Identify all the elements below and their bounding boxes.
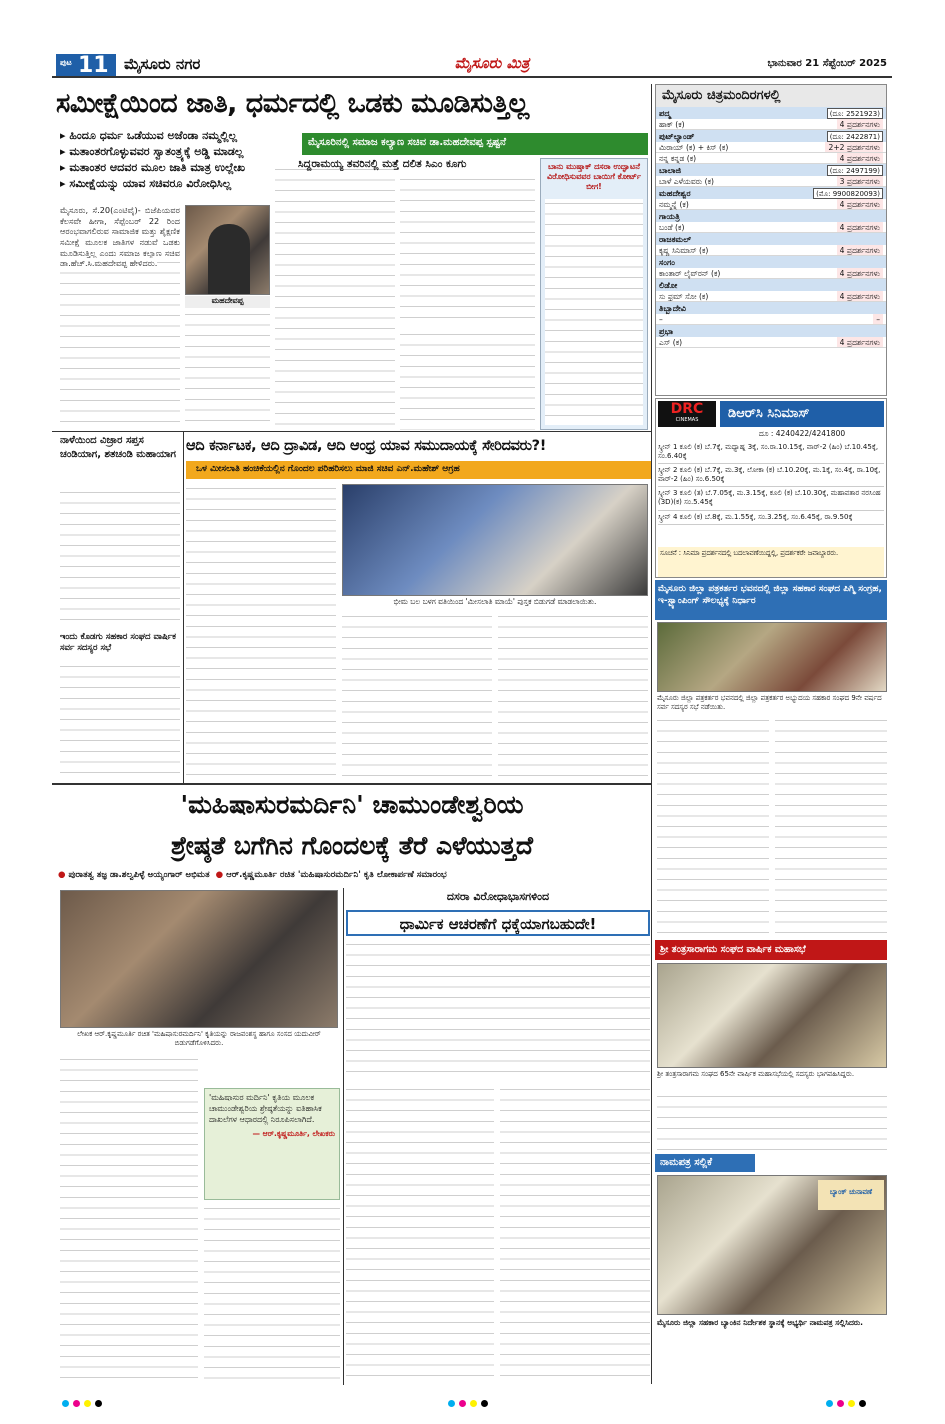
show-count: –: [873, 314, 883, 324]
adi-column-2: [342, 612, 492, 780]
divider-line: [651, 84, 652, 1384]
dasara-body-wide: [346, 940, 650, 1080]
drc-row: ಸ್ಕ್ರೀನ್ 3 ಕೂಲಿ (ತ) ಬೆ.7.05ಕ್ಕೆ, ಮ.3.15ಕ್ಕೆ, ಕೂಲಿ (ಕ) ಬೆ.10.30ಕ್ಕೆ, ಮಹಾವತಾರ ನರಸಿಂಹ (3D)(ಕ) ಸಂ.5.45ಕ್ಕೆ: [658, 487, 884, 510]
theatre-name: ಬಾಲಾಜಿ (ದೂ: 2497199): [656, 164, 886, 176]
lead-bullet: ▸ ಮತಾಂತರಗೊಳ್ಳುವವರ ಸ್ವಾತಂತ್ರ್ಯಕ್ಕೆ ಅಡ್ಡಿ ಮಾಡಲ್ಲ: [60, 144, 244, 158]
banu-sidebar-body: [545, 199, 643, 425]
journalists-caption: ಮೈಸೂರು ಜಿಲ್ಲಾ ಪತ್ರಕರ್ತರ ಭವನದಲ್ಲಿ ಜಿಲ್ಲಾ ಪತ್ರಕರ್ತರ ಅಭ್ಯುದಯ ಸಹಕಾರ ಸಂಘದ 9ನೇ ವರ್ಷದ ಸರ್ವ ಸದಸ್ಯರ ಸಭೆ ನಡೆಯಿತು.: [657, 694, 882, 712]
color-dot-icon: [481, 1400, 488, 1407]
color-dot-icon: [826, 1400, 833, 1407]
theatre-film-row: [656, 314, 886, 325]
drc-schedule: [658, 441, 884, 525]
theatre-phone: (ದೂ: 2422871): [827, 131, 883, 142]
color-dot-icon: [448, 1400, 455, 1407]
theatre-film-row: [656, 245, 886, 256]
drc-row: ಸ್ಕ್ರೀನ್ 4 ಕೂಲಿ (ಕ) ಬೆ.8ಕ್ಕೆ, ಮ.1.55ಕ್ಕೆ, ಸಂ.3.25ಕ್ಕೆ, ಸಂ.6.45ಕ್ಕೆ, ರಾ.9.50ಕ್ಕೆ: [658, 511, 884, 525]
theatre-name: ಸಂಗಂ: [656, 256, 886, 268]
page-number-box: [56, 54, 116, 76]
dasara-col-2: [500, 1085, 650, 1385]
mahishasura-bullet-a: ಪುರಾತತ್ವ ತಜ್ಞ ಡಾ.ಶಲ್ವಪಿಳ್ಳೆ ಅಯ್ಯಂಗಾರ್ ಅಭಿಮತ: [68, 870, 210, 880]
show-count: 4 ಪ್ರದರ್ಶನಗಳು: [837, 245, 883, 255]
show-count: 4 ಪ್ರದರ್ಶನಗಳು: [837, 268, 883, 278]
tantra-caption: ಶ್ರೀ ತಂತ್ರಸಾರಾಗಮ ಸಂಘದ 65ನೇ ವಾರ್ಷಿಕ ಮಹಾಸಭೆಯಲ್ಲಿ ಸದಸ್ಯರು ಭಾಗವಹಿಸಿದ್ದರು.: [657, 1070, 855, 1078]
film-title: ಎಸ್ (ಕ): [659, 338, 683, 347]
mahishasura-photo: [60, 890, 338, 1028]
bullet-icon: ●: [215, 870, 224, 880]
adi-column-3: [498, 612, 648, 780]
show-count: 4 ಪ್ರದರ್ಶನಗಳು: [837, 199, 883, 209]
theatre-name: ಮಹದೇಶ್ವರ (ಮೊ: 9900820093): [656, 187, 886, 199]
journalists-col-2: [775, 716, 887, 936]
show-count: 4 ಪ್ರದರ್ಶನಗಳು: [837, 291, 883, 301]
theatre-film-row: [656, 176, 886, 187]
show-count: 2+2 ಪ್ರದರ್ಶನಗಳು: [825, 142, 883, 152]
theatre-listing: [655, 84, 887, 396]
mahishasura-headline-1: 'ಮಹಿಷಾಸುರಮರ್ದಿನಿ' ಚಾಮುಂಡೇಶ್ವರಿಯ: [180, 790, 524, 819]
brief-2-body: [60, 662, 180, 780]
namapatra-photo: [657, 1175, 887, 1315]
theatre-name: ತಿಬ್ಬಾದೇವಿ: [656, 302, 886, 314]
issue-date: ಭಾನುವಾರ 21 ಸೆಪ್ಟೆಂಬರ್ 2025: [767, 58, 887, 69]
page-number: 11: [78, 54, 109, 76]
tantra-headline: ಶ್ರೀ ತಂತ್ರಸಾರಾಗಮ ಸಂಘದ ವಾರ್ಷಿಕ ಮಹಾಸಭೆ: [655, 940, 887, 960]
theatre-film-row: [656, 199, 886, 210]
mahishasura-quote-author: — ಆರ್.ಕೃಷ್ಣಮೂರ್ತಿ, ಲೇಖಕರು: [252, 1129, 335, 1139]
color-dot-icon: [84, 1400, 91, 1407]
theatre-film-row: [656, 291, 886, 302]
film-title: ಬಂಡೆ (ಕ): [659, 223, 685, 232]
drc-logo: DRC CINEMAS: [658, 401, 716, 427]
theatre-film-row: [656, 153, 886, 164]
film-title: ಕೃಷ್ಣ ಸಿನಿಮಾಸ್ (ಕ): [659, 246, 709, 255]
drc-row: ಸ್ಕ್ರೀನ್ 1 ಕೂಲಿ (ಕ) ಬೆ.7ಕ್ಕೆ, ಮಧ್ಯಾಹ್ನ 3ಕ್ಕೆ, ಸಂ.ರಾ.10.15ಕ್ಕೆ, ವಾರ್-2 (ಹಿಂ) ಬೆ.10.45ಕ್ಕೆ, ಸಂ.6.40ಕ್ಕೆ: [658, 441, 884, 464]
tantra-body: [657, 1092, 887, 1152]
lead-headline: ಸಮೀಕ್ಷೆಯಿಂದ ಜಾತಿ, ಧರ್ಮದಲ್ಲಿ ಒಡಕು ಮೂಡಿಸುತ್ತಿಲ್ಲ: [56, 88, 529, 119]
person-silhouette-icon: [208, 224, 250, 295]
journalists-photo: [657, 622, 887, 692]
bullet-icon: ●: [58, 870, 66, 880]
page-label: ಪುಟ: [60, 58, 72, 67]
adi-photo: [342, 484, 648, 596]
theatre-film-row: [656, 142, 886, 153]
namapatra-headline: ನಾಮಪತ್ರ ಸಲ್ಲಿಕೆ: [655, 1154, 755, 1172]
banu-sidebar-title: ಬಾನು ಮುಷ್ತಾಕ್ ದಸರಾ ಉದ್ಘಾಟನೆ ವಿರೋಧಿಸುವವರ ಬಾಯಿಗೆ ಕೋರ್ಟ್ ಬೀಗ!: [547, 162, 641, 191]
tantra-photo: [657, 963, 887, 1068]
lead-photo: [185, 205, 270, 295]
show-count: 4 ಪ್ರದರ್ಶನಗಳು: [837, 337, 883, 347]
lead-photo-caption: ಮಹದೇವಪ್ಪ: [185, 296, 270, 308]
film-title: ನನ್ನ ಕನ್ನಡ (ಕ): [659, 154, 697, 163]
show-count: 4 ಪ್ರದರ್ಶನಗಳು: [837, 153, 883, 163]
election-poster: ಬ್ಯಾಂಕ್ ಚುನಾವಣೆ: [818, 1180, 884, 1210]
lead-subhead: ಮೈಸೂರಿನಲ್ಲಿ ಸಮಾಜ ಕಲ್ಯಾಣ ಸಚಿವ ಡಾ.ಮಹದೇವಪ್ಪ ಸ್ಪಷ್ಟನೆ: [302, 133, 648, 155]
mahishasura-quote-box: [204, 1088, 340, 1200]
mahishasura-col-1: [60, 1055, 198, 1385]
brief-2-title: ಇಂದು ಕೊಡಗು ಸಹಕಾರ ಸಂಘದ ವಾರ್ಷಿಕ ಸರ್ವ ಸದಸ್ಯರ ಸಭೆ: [60, 632, 176, 654]
lead-column-2: [185, 310, 270, 430]
film-title: ಕಾಂತಾರ್ ಲೈವ್‌ರನ್ (ಕ): [659, 269, 721, 278]
film-title: ಸು ಫ್ರಮ್ ಸೋ (ಕ): [659, 292, 709, 301]
brief-1-title: ನಾಳೆಯಿಂದ ವಿಜ್ರಾರ ಸಪ್ತಸ ಚಂಡಿಯಾಗ, ಶತಚಂಡಿ ಮಹಾಯಾಗ: [60, 435, 176, 460]
journalists-headline: ಮೈಸೂರು ಜಿಲ್ಲಾ ಪತ್ರಕರ್ತರ ಭವನದಲ್ಲಿ ಜಿಲ್ಲಾ ಸಹಕಾರ ಸಂಘದ ಪಿಗ್ಮಿ ಸಂಗ್ರಹ, ಇ-ಸ್ಟ್ಯಾಂಪಿಂಗ್ ಸೌಲಭ್ಯಕ್ಕೆ ನಿರ್ಧಾರ: [655, 580, 887, 620]
mahishasura-bullets: [58, 870, 654, 886]
theatre-title: ಮೈಸೂರು ಚಿತ್ರಮಂದಿರಗಳಲ್ಲಿ: [656, 85, 886, 107]
theatre-film-row: [656, 222, 886, 233]
brief-1-body: [60, 488, 180, 628]
masthead: ಮೈಸೂರು ಮಿತ್ರ: [454, 54, 530, 72]
mahishasura-col-2: [204, 1204, 340, 1385]
theatre-name: ರಾಜಕಮಲ್: [656, 233, 886, 245]
dasara-kicker: ದಸರಾ ವಿರೋಧಾಭಾಸಗಳಿಂದ: [446, 890, 550, 903]
lead-column-1: [60, 205, 180, 430]
drc-phone: ದೂ : 4240422/4241800: [758, 429, 846, 438]
cm-kicker: ಸಿದ್ದರಾಮಯ್ಯ ತವರಿನಲ್ಲಿ ಮತ್ತೆ ದಲಿತ ಸಿಎಂ ಕೂಗು: [298, 158, 467, 170]
lead-bullet: ▸ ಮತಾಂತರ ಆದವರ ಮೂಲ ಜಾತಿ ಮಾತ್ರ ಉಲ್ಲೇಖ: [60, 160, 246, 174]
show-count: 4 ಪ್ರದರ್ಶನಗಳು: [837, 222, 883, 232]
adi-column-1: [186, 484, 336, 780]
show-count: 4 ಪ್ರದರ್ಶನಗಳು: [837, 119, 883, 129]
registration-dots-right: [826, 1400, 886, 1410]
theatre-name: ಪದ್ಮ (ದೂ: 2521923): [656, 107, 886, 119]
adi-headline: ಆದಿ ಕರ್ನಾಟಕ, ಆದಿ ದ್ರಾವಿಡ, ಆದಿ ಆಂಧ್ರ ಯಾವ ಸಮುದಾಯಕ್ಕೆ ಸೇರಿದವರು?!: [186, 438, 547, 454]
theatre-phone: (ದೂ: 2497199): [827, 165, 883, 176]
section-name: ಮೈಸೂರು ನಗರ: [124, 55, 201, 73]
cm-column-1: [400, 175, 535, 325]
dasara-headline: ಧಾರ್ಮಿಕ ಆಚರಣೆಗೆ ಧಕ್ಕೆಯಾಗಬಹುದೇ!: [346, 910, 650, 936]
adi-photo-caption: ಭೀಮ ಬಲ ಬಳಗ ವತಿಯಿಂದ 'ಮೀಸಲಾತಿ ಮಾಯೆ' ಪುಸ್ತಕ ಬಿಡುಗಡೆ ಮಾಡಲಾಯಿತು.: [393, 597, 597, 606]
registration-dots-left: [62, 1400, 122, 1410]
theatre-phone: (ಮೊ: 9900820093): [813, 188, 883, 199]
color-dot-icon: [73, 1400, 80, 1407]
color-dot-icon: [859, 1400, 866, 1407]
lead-column-3: [275, 165, 395, 430]
theatre-film-row: [656, 337, 886, 348]
mahishasura-quote: 'ಮಹಿಷಾಸುರ ಮರ್ದಿನಿ' ಕೃತಿಯ ಮೂಲಕ ಚಾಮುಂಡೇಶ್ವರಿಯ ಶ್ರೇಷ್ಠತೆಯನ್ನು ಐತಿಹಾಸಿಕ ದಾಖಲೆಗಳ ಆಧಾರದಲ್ಲಿ ನಿರೂಪಿಸಲಾಗಿದೆ.: [209, 1093, 322, 1124]
divider-line: [343, 888, 344, 1385]
divider-line: [52, 431, 651, 432]
drc-row: ಸ್ಕ್ರೀನ್ 2 ಕೂಲಿ (ಕ) ಬೆ.7ಕ್ಕೆ, ಮ.3ಕ್ಕೆ, ಲೋಕಾ (ಕ) ಬೆ.10.20ಕ್ಕೆ, ಮ.1ಕ್ಕೆ, ಸಂ.4ಕ್ಕೆ, ರಾ.10ಕ್ಕೆ, ವಾರ್-2 (ಹಿಂ) ಸಂ.6.50ಕ್ಕೆ: [658, 464, 884, 487]
adi-subhead: ಒಳ ಮೀಸಲಾತಿ ಹಂಚಿಕೆಯಲ್ಲಿನ ಗೊಂದಲ ಪರಿಹರಿಸಲು ಮಾಜಿ ಸಚಿವ ಎನ್.ಮಹೇಶ್ ಆಗ್ರಹ: [186, 461, 651, 479]
color-dot-icon: [459, 1400, 466, 1407]
film-title: –: [659, 315, 663, 324]
divider-line: [52, 783, 651, 785]
color-dot-icon: [848, 1400, 855, 1407]
lead-bullet: ▸ ಹಿಂದೂ ಧರ್ಮ ಒಡೆಯುವ ಅಜೆಂಡಾ ನಮ್ಮಲ್ಲಿಲ್ಲ: [60, 129, 237, 142]
theatre-name: ಪ್ರಭಾ: [656, 325, 886, 337]
theatre-phone: (ದೂ: 2521923): [827, 108, 883, 119]
journalists-col-1: [657, 716, 769, 936]
drc-title: ಡಿಆರ್‌ಸಿ ಸಿನಿಮಾಸ್: [720, 401, 884, 427]
drc-note: ಸೂಚನೆ : ಸಿನಿಮಾ ಪ್ರದರ್ಶನದಲ್ಲಿ ಬದಲಾವಣೆಯಿದ್ದಲ್ಲಿ, ಪ್ರದರ್ಶಕರೇ ಜವಾಬ್ದಾರರು.: [658, 547, 884, 577]
mahishasura-col-3: [346, 1085, 494, 1385]
color-dot-icon: [62, 1400, 69, 1407]
theatre-name: ಪುಟ್‌ಲ್ಯಾಂಡ್ (ದೂ: 2422871): [656, 130, 886, 142]
theatre-table: [656, 107, 886, 348]
drc-box: [655, 398, 887, 578]
film-title: ನಮ್ಮನ್ನೆ (ಕ): [659, 200, 689, 209]
namapatra-caption: ಮೈಸೂರು ಜಿಲ್ಲಾ ಸಹಕಾರ ಬ್ಯಾಂಕಿನ ನಿರ್ದೇಶಕ ಸ್ಥಾನಕ್ಕೆ ಅಭ್ಯರ್ಥಿ ನಾಮಪತ್ರ ಸಲ್ಲಿಸಿದರು.: [657, 1318, 863, 1327]
color-dot-icon: [470, 1400, 477, 1407]
banu-sidebar: [540, 158, 648, 430]
cm-column-2: [400, 330, 535, 430]
theatre-film-row: [656, 268, 886, 279]
show-count: 3 ಪ್ರದರ್ಶನಗಳು: [837, 176, 883, 186]
theatre-film-row: [656, 119, 886, 130]
mahishasura-bullet-b: ಆರ್.ಕೃಷ್ಣಮೂರ್ತಿ ರಚಿತ 'ಮಹಿಷಾಸುರಮರ್ದಿನಿ' ಕೃತಿ ಲೋಕಾರ್ಪಣೆ ಸಮಾರಂಭ: [226, 870, 447, 880]
mahishasura-headline-2: ಶ್ರೇಷ್ಠತೆ ಬಗೆಗಿನ ಗೊಂದಲಕ್ಕೆ ತೆರೆ ಎಳೆಯುತ್ತದೆ: [170, 831, 534, 860]
divider-line: [183, 431, 184, 783]
film-title: ಹಾಕ್ (ಕ): [659, 120, 685, 129]
lead-bullet: ▸ ಸಮೀಕ್ಷೆಯನ್ನು ಯಾವ ಸಚಿವರೂ ವಿರೋಧಿಸಿಲ್ಲ: [60, 176, 232, 190]
color-dot-icon: [837, 1400, 844, 1407]
color-dot-icon: [95, 1400, 102, 1407]
theatre-name: ಲಿಡೋ: [656, 279, 886, 291]
film-title: ಮಿರಾಯ್ (ಕ) + ಕಿಸ್ (ಕ): [659, 143, 729, 152]
film-title: ಬಾಳೆ ಎಳೆಯವರು (ಕ): [659, 177, 714, 186]
lead-dateline: ಮೈಸೂರು, ಸೆ.20(ಎಂಟಿವೈ)- ಬಿಜೆಪಿಯವರ ಕೆಲಸವೇ ಹೀಗಾ, ಸೆಪ್ಟೆಂಬರ್ 22 ರಿಂದ ಆರಂಭವಾಗಲಿರುವ ಸಾಮಾಜಿಕ ಮತ್ತು ಶೈಕ್ಷಣಿಕ ಸಮೀಕ್ಷೆ ಮೂಲಕ ಜಾತಿಗಳ ನಡುವೆ ಒಡಕು ಮೂಡಿಸುತ್ತಿಲ್ಲ ಎಂದು ಸಮಾಜ ಕಲ್ಯಾಣ ಸಚಿವ ಡಾ.ಹೆಚ್.ಸಿ.ಮಹದೇವಪ್ಪ ಹೇಳಿದರು.: [60, 205, 180, 269]
theatre-name: ಗಾಯತ್ರಿ: [656, 210, 886, 222]
mahishasura-photo-caption: ಲೇಖಕ ಆರ್.ಕೃಷ್ಣಮೂರ್ತಿ ರಚಿತ 'ಮಹಿಷಾಸುರಮರ್ದಿನಿ' ಕೃತಿಯನ್ನು ರಾಜವಂಶಸ್ಥ ಹಾಗೂ ಸಂಸದ ಯದುವೀರ್ ಬಿಡುಗಡೆಗೊಳಿಸಿದರು.: [77, 1030, 321, 1048]
registration-dots-center: [448, 1400, 508, 1410]
page-header: [52, 52, 892, 78]
